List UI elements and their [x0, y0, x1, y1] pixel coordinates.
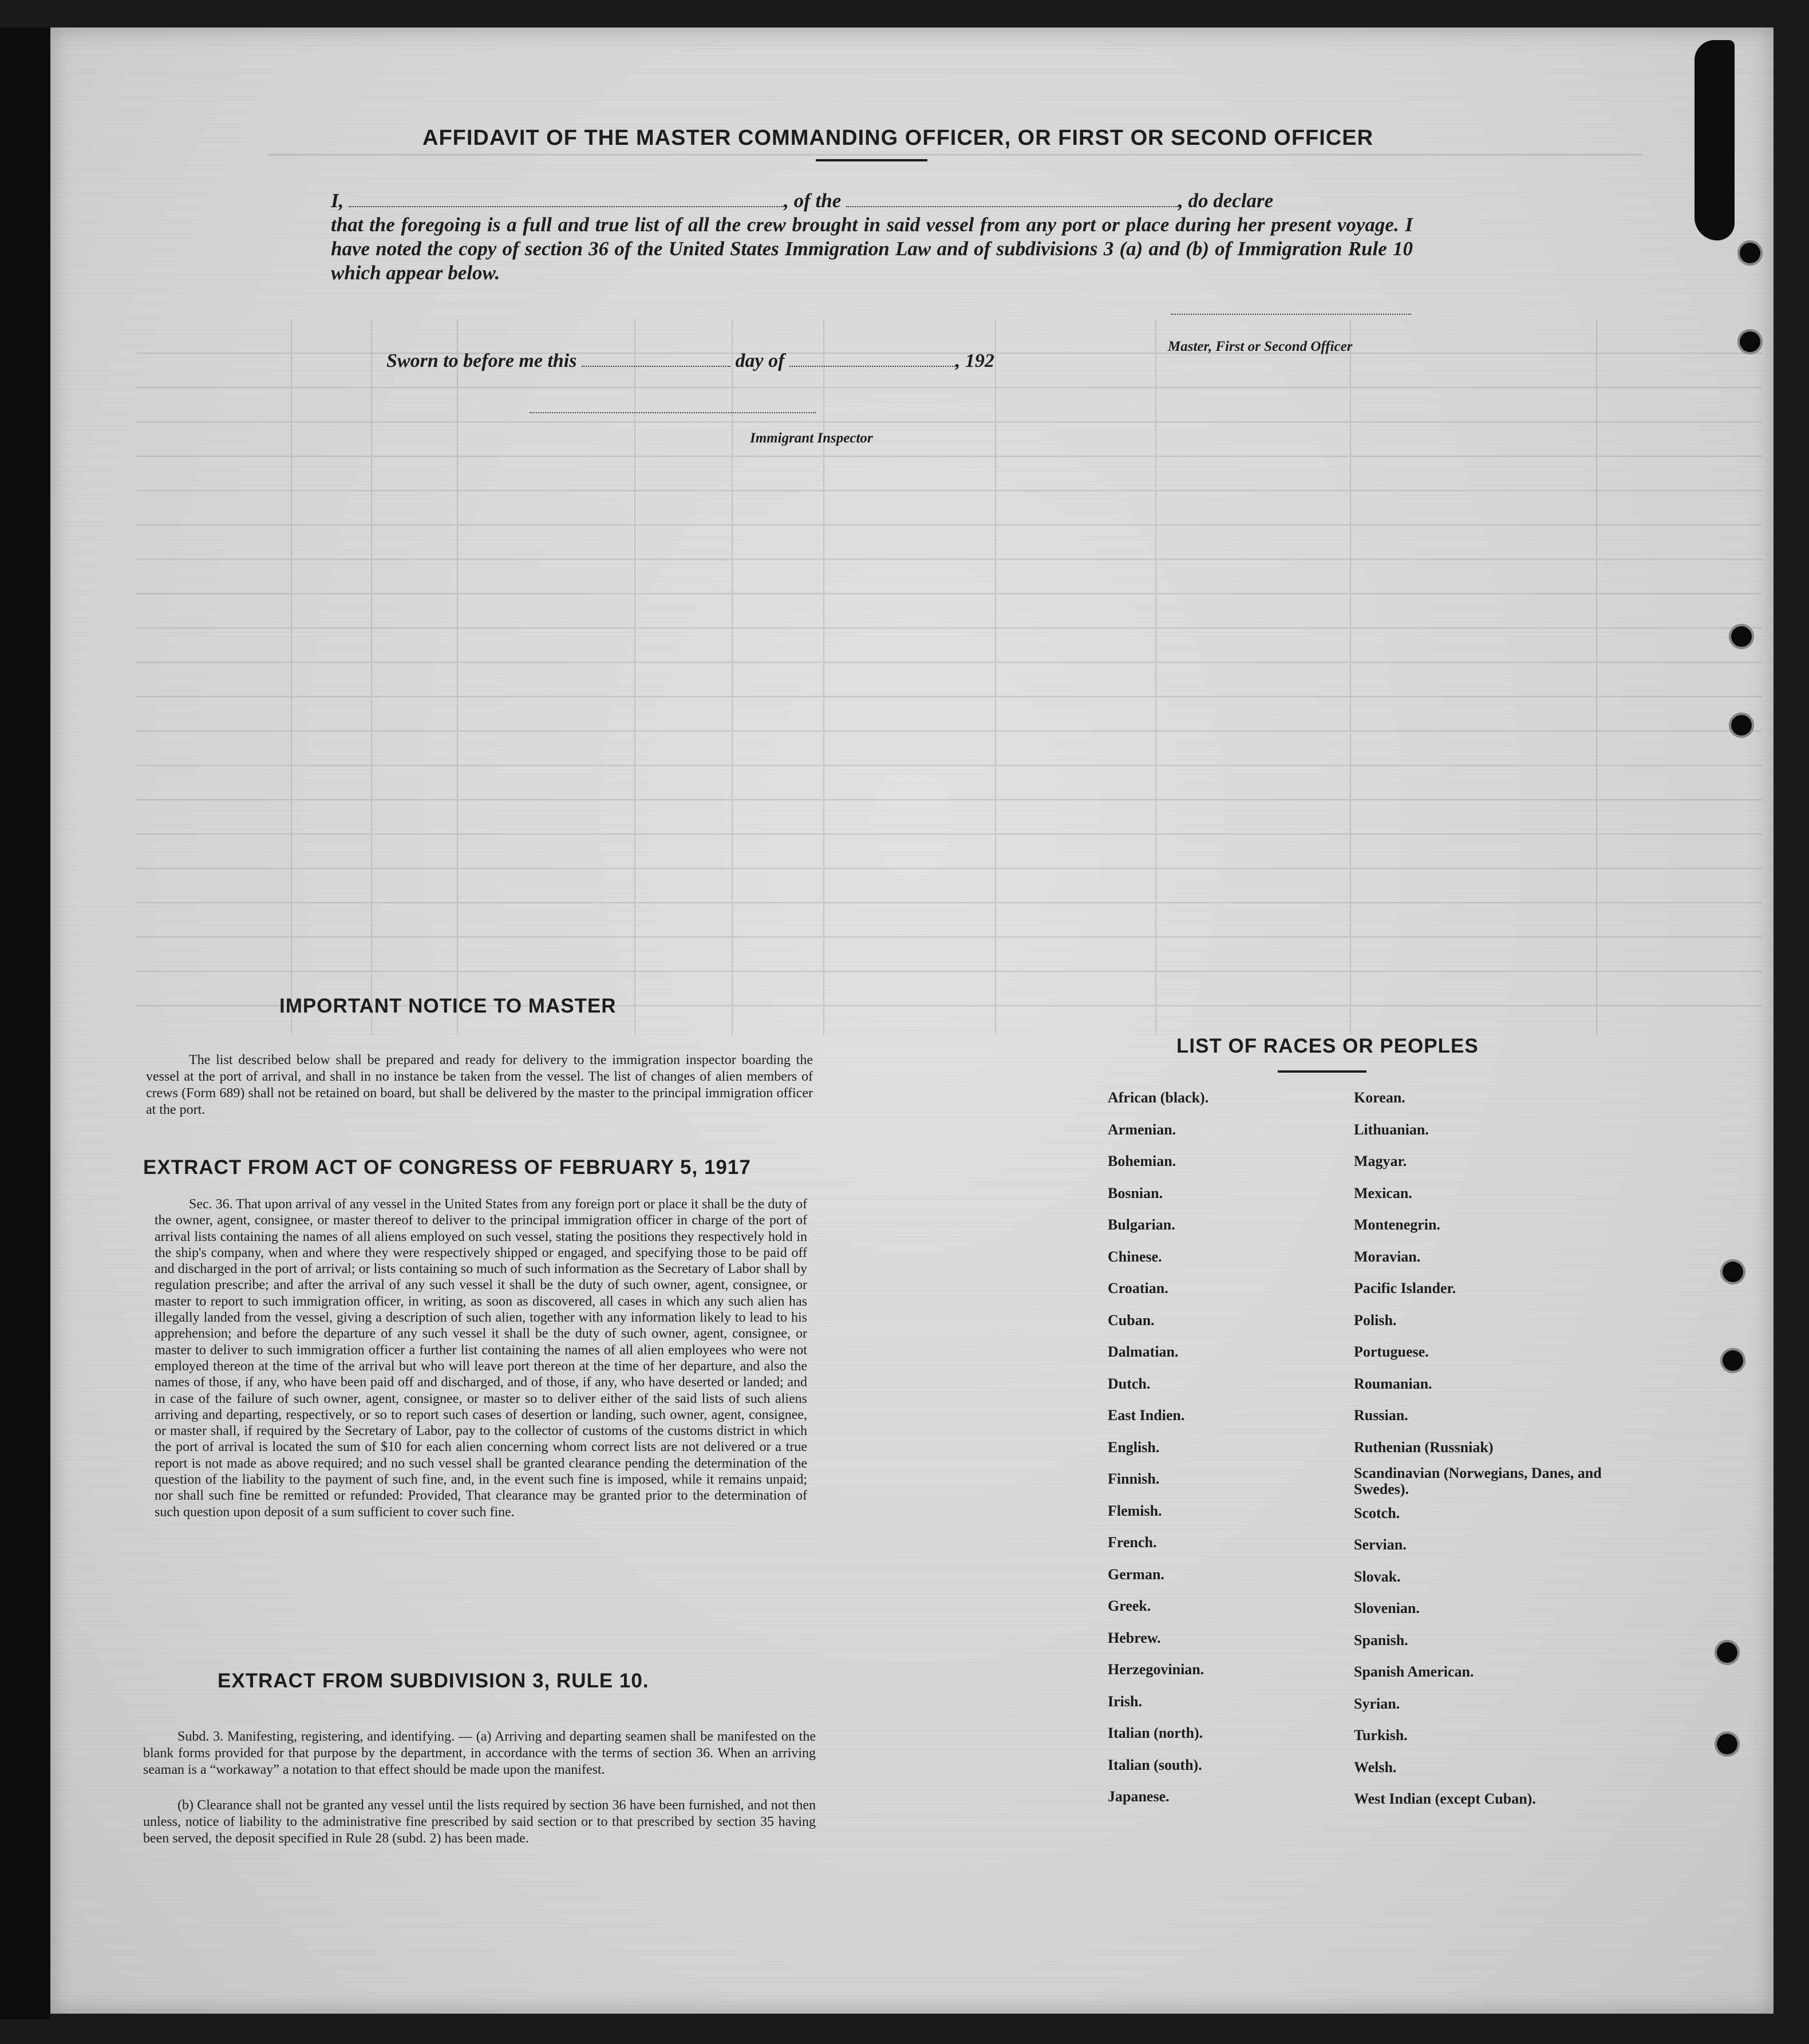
race-item: Montenegrin. [1354, 1216, 1440, 1233]
race-item: Greek. [1108, 1598, 1151, 1614]
master-signature-line[interactable] [1171, 314, 1411, 315]
race-item: Italian (south). [1108, 1756, 1202, 1773]
race-item: Dalmatian. [1108, 1343, 1179, 1360]
year-label: , 192 [955, 350, 994, 371]
vessel-blank[interactable] [846, 191, 1178, 207]
extract-act-title: EXTRACT FROM ACT OF CONGRESS OF FEBRUARY 5, 1917 [143, 1156, 751, 1179]
punch-hole [1715, 1731, 1740, 1757]
race-item: West Indian (except Cuban). [1354, 1790, 1536, 1807]
race-item: Scandinavian (Norwegians, Danes, and Swedes). [1354, 1465, 1602, 1497]
race-item: Italian (north). [1108, 1725, 1203, 1741]
extract-rule-para-a: Subd. 3. Manifesting, registering, and identifying. — (a) Arriving and departing seamen shall be manifested on the blank forms provided for that purpose by the department, in accordance with the terms of section 36. When an arriving seaman is a “workaway” a notation to that effect should be made upon the manifest. [143, 1729, 816, 1777]
race-item: Croatian. [1108, 1280, 1168, 1296]
punch-hole [1737, 329, 1763, 354]
race-item: Japanese. [1108, 1788, 1170, 1805]
race-item: Slovenian. [1354, 1600, 1420, 1616]
affidavit-text: that the foregoing is a full and true list of all the crew brought in said vessel from any port or place during her present voyage. I have noted the copy of section 36 of the United States Immigration Law and of subdivisions 3 (a) and (b) of Immigration Rule 10 which appear below. [331, 214, 1413, 284]
race-item: Finnish. [1108, 1470, 1160, 1487]
race-item: East Indien. [1108, 1407, 1185, 1424]
races-rule [1278, 1070, 1366, 1073]
punch-hole [1720, 1259, 1745, 1284]
i-label: I, [331, 189, 344, 212]
race-item: Portuguese. [1354, 1343, 1429, 1360]
race-item: Irish. [1108, 1693, 1142, 1710]
race-item: Russian. [1354, 1407, 1408, 1424]
race-item: Bulgarian. [1108, 1216, 1175, 1233]
punch-hole [1737, 240, 1763, 266]
of-the-label: , of the [784, 189, 842, 212]
torn-corner [1695, 40, 1735, 240]
race-item: Polish. [1354, 1311, 1397, 1329]
sworn-label: Sworn to before me this [386, 350, 577, 371]
race-item: Roumanian. [1354, 1375, 1432, 1392]
race-item: English. [1108, 1438, 1160, 1456]
bleed-through-header [268, 153, 1642, 190]
month-blank[interactable] [789, 351, 955, 367]
extract-rule-title: EXTRACT FROM SUBDIVISION 3, RULE 10. [218, 1670, 649, 1692]
sworn-line [386, 350, 994, 372]
race-item: Flemish. [1108, 1502, 1162, 1519]
day-of-label: day of [735, 350, 785, 371]
race-item: French. [1108, 1534, 1157, 1551]
race-item: Lithuanian. [1354, 1121, 1429, 1138]
name-blank[interactable] [349, 191, 784, 207]
race-item: Welsh. [1354, 1758, 1397, 1776]
race-item: Syrian. [1354, 1695, 1400, 1712]
race-item: Herzegovinian. [1108, 1661, 1204, 1678]
punch-hole [1729, 624, 1754, 649]
race-item: Mexican. [1354, 1184, 1412, 1201]
inspector-signature-line[interactable] [530, 412, 816, 413]
inspector-label: Immigrant Inspector [750, 430, 873, 446]
scan-edge [0, 27, 50, 2019]
title-rule [816, 159, 927, 161]
races-right-column [1354, 1082, 1606, 1815]
notice-body: The list described below shall be prepared and ready for delivery to the immigration inspector boarding the vessel at the port of arrival, and shall in no instance be taken from the vessel. The list of changes of alien members of crews (Form 689) shall not be retained on board, but shall be delivered by the master to the principal immigration officer at the port. [146, 1053, 813, 1117]
race-item: Turkish. [1354, 1727, 1408, 1743]
race-item: Cuban. [1108, 1311, 1155, 1329]
race-item: Scotch. [1354, 1504, 1400, 1521]
race-item: Bohemian. [1108, 1153, 1176, 1169]
day-blank[interactable] [582, 351, 730, 367]
races-title: LIST OF RACES OR PEOPLES [1176, 1035, 1479, 1057]
race-item: Ruthenian (Russniak) [1354, 1438, 1494, 1456]
bleed-through-table [136, 319, 1762, 1035]
race-item: Korean. [1354, 1089, 1405, 1106]
race-item: Magyar. [1354, 1153, 1407, 1169]
races-left-column [1108, 1082, 1208, 1813]
punch-hole [1715, 1640, 1740, 1665]
race-item: Armenian. [1108, 1121, 1176, 1138]
race-item: Moravian. [1354, 1248, 1421, 1265]
extract-act-body: Sec. 36. That upon arrival of any vessel in the United States from any foreign port or place it shall be the duty of the owner, agent, consignee, or master thereof to deliver to the principal immigration officer in charge of the port of arrival lists containing the names of all aliens employed on such vessel, stating the positions they respectively hold in the ship's company, when and where they were respectively shipped or engaged, and specifying those to be paid off and discharged in the port of arrival; or lists containing so much of such information as the Secretary of Labor shall by regulation prescribe; and after the arrival of any such vessel it shall be the duty of such owner, agent, consignee, or master to report to such immigration officer, in writing, as soon as discovered, all cases in which any such alien has illegally landed from the vessel, giving a description of such alien, together with any information likely to lead to his apprehension; and before the departure of any such vessel it shall be the duty of such owner, agent, consignee, or master to deliver to such immigration officer a further list containing the names of all alien employees who were not employed thereon at the time of the arrival but who will leave port thereon at the time of her departure, and also the names of those, if any, who have been paid off and discharged, and of those, if any, who have deserted or landed; and in case of the failure of such owner, agent, consignee, or master so to deliver either of the said lists of such aliens arriving and departing, respectively, or so to report such cases of desertion or landing, such owner, agent, consignee, or master shall, if required by the Secretary of Labor, pay to the collector of customs of the customs district in which the port of arrival is located the sum of $10 for each alien concerning whom correct lists are not delivered or a true report is not made as above required; and no such vessel shall be granted clearance pending the determination of the question of the liability to the payment of such fine, and, in the event such fine is imposed, while it remains unpaid; nor shall such fine be remitted or refunded: Provided, That clearance may be granted prior to the determination of such question upon deposit of a sum sufficient to cover such fine. [155, 1197, 807, 1520]
punch-hole [1729, 713, 1754, 738]
race-item: German. [1108, 1565, 1164, 1583]
race-item: Bosnian. [1108, 1184, 1163, 1201]
race-item: Spanish American. [1354, 1663, 1474, 1680]
notice-title: IMPORTANT NOTICE TO MASTER [279, 995, 617, 1017]
race-item: Dutch. [1108, 1375, 1151, 1392]
race-item: Chinese. [1108, 1248, 1162, 1265]
race-item: Servian. [1354, 1536, 1407, 1553]
race-item: Pacific Islander. [1354, 1280, 1456, 1296]
race-item: Spanish. [1354, 1631, 1408, 1648]
affidavit-body [331, 189, 1413, 285]
affidavit-title: AFFIDAVIT OF THE MASTER COMMANDING OFFICER, OR FIRST OR SECOND OFFICER [422, 126, 1374, 150]
master-label: Master, First or Second Officer [1168, 339, 1353, 354]
extract-rule-para-b: (b) Clearance shall not be granted any vessel until the lists required by section 36 have been furnished, and not then unless, notice of liability to the administrative fine prescribed by said section or to that prescribed by section 35 having been served, the deposit specified in Rule 28 (subd. 2) has been made. [143, 1798, 816, 1846]
declare-label: , do declare [1178, 189, 1274, 212]
race-item: Hebrew. [1108, 1629, 1161, 1646]
race-item: Slovak. [1354, 1568, 1401, 1585]
race-item: African (black). [1108, 1089, 1209, 1106]
punch-hole [1720, 1348, 1745, 1373]
